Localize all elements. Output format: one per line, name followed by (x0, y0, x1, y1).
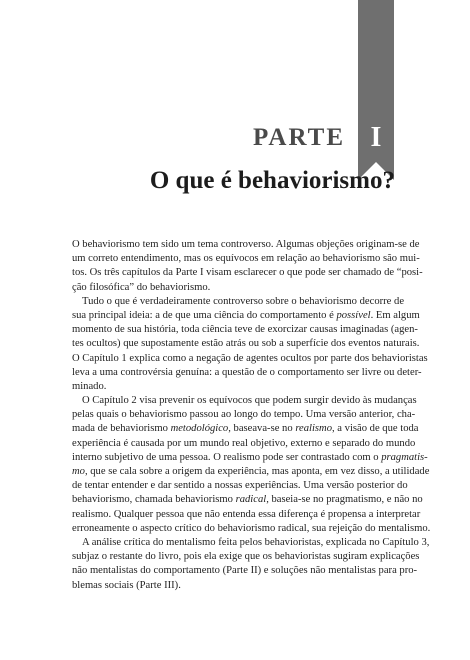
text-span: O behaviorismo tem sido um tema controverso. Algumas objeções originam-se de (72, 239, 420, 250)
text-span: subjaz o restante do livro, pois ela exige que os behavioristas sugiram explicações (72, 551, 420, 563)
italic-text: realismo (295, 423, 332, 435)
text-span: de tentar entender e dar sentido a nossas experiências. Uma versão posterior do (72, 480, 408, 492)
text-line (72, 323, 418, 337)
text-line (72, 479, 408, 493)
text-line (72, 281, 399, 295)
text-line (72, 536, 430, 550)
part-word: PARTE (253, 124, 345, 151)
text-span: erroneamente o aspecto crítico do behaviorismo radical, sua rejeição do mentalismo. (72, 522, 431, 534)
text-line (72, 309, 420, 323)
text-line (72, 564, 418, 578)
text-span: A análise crítica do mentalismo feita pelos behavioristas, explicada no Capítulo 3, (82, 536, 430, 548)
italic-text: pragmatis- (381, 451, 428, 463)
text-span: pelas quais o behaviorismo passou ao longo do tempo. Uma versão anterior, cha- (72, 409, 416, 421)
text-span: um correto entendimento, mas os equívocos em relação ao behaviorismo são mui- (72, 253, 420, 265)
text-line (72, 451, 428, 465)
text-span: realismo. Qualquer pessoa que não entenda essa diferença é propensa a interpretar (72, 508, 421, 520)
text-line (72, 380, 399, 394)
text-line (72, 550, 420, 564)
text-line (72, 508, 421, 522)
text-line (72, 266, 423, 280)
text-span: não mentalistas do comportamento (Parte II) e soluções não mentalistas para pro- (72, 565, 418, 577)
text-span: behaviorismo, chamada behaviorismo (72, 494, 236, 506)
text-span: ção filosófica” do behaviorismo. (72, 281, 211, 293)
text-span: O Capítulo 1 explica como a negação de agentes ocultos por parte dos behavioristas (72, 352, 428, 364)
text-span: , a visão de que toda (332, 423, 419, 435)
text-line (72, 493, 423, 507)
text-line (72, 337, 420, 351)
italic-text: radical (235, 494, 267, 506)
text-line (72, 522, 431, 536)
text-line (72, 366, 422, 380)
text-span: experiência é causada por um mundo real objetivo, externo e separado do mundo (72, 437, 416, 449)
text-span: interno subjetivo de uma pessoa. O realismo pode ser contrastado com o (72, 451, 382, 463)
text-line (72, 394, 417, 408)
text-line (72, 437, 416, 451)
text-line (72, 252, 420, 266)
text-line (72, 238, 420, 252)
text-line (72, 352, 428, 366)
text-line (72, 465, 430, 479)
text-span: tos. Os três capítulos da Parte I visam esclarecer o que pode ser chamado de “posi- (72, 267, 423, 279)
text-span: , baseava-se no (228, 423, 296, 435)
text-line (72, 579, 399, 593)
part-number: I (370, 122, 382, 153)
text-span: tes ocultos) que supostamente estão atrás ou sob a superfície dos eventos naturais. (72, 338, 420, 350)
text-span: momento de sua história, toda ciência teve de exorcizar causas imaginadas (agen- (72, 324, 418, 336)
text-span: leva a uma controvérsia genuína: a questão de o comportamento ser livre ou deter- (72, 366, 422, 378)
text-span: mada de behaviorismo (72, 423, 171, 435)
text-line (72, 422, 419, 436)
italic-text: metodológico (170, 423, 229, 435)
text-span: Tudo o que é verdadeiramente controverso sobre o behaviorismo decorre de (82, 295, 405, 307)
page-title: O que é behaviorismo? (149, 167, 395, 194)
text-span: O Capítulo 2 visa prevenir os equívocos que podem surgir devido às mudanças (82, 395, 417, 407)
text-span: minado. (72, 380, 107, 392)
text-span: , que se cala sobre a origem da experiência, mas aponta, em vez disso, a utilidade (84, 466, 430, 477)
text-line (72, 295, 405, 309)
italic-text: possível (336, 309, 371, 321)
text-span: . Em algum (370, 309, 420, 321)
text-line (72, 408, 416, 422)
body-text (72, 238, 431, 593)
italic-text: mo (72, 466, 85, 477)
text-span: blemas sociais (Parte III). (72, 579, 181, 591)
text-span: sua principal ideia: a de que uma ciência do comportamento é (72, 309, 337, 321)
text-span: , baseia-se no pragmatismo, e não no (266, 494, 423, 506)
